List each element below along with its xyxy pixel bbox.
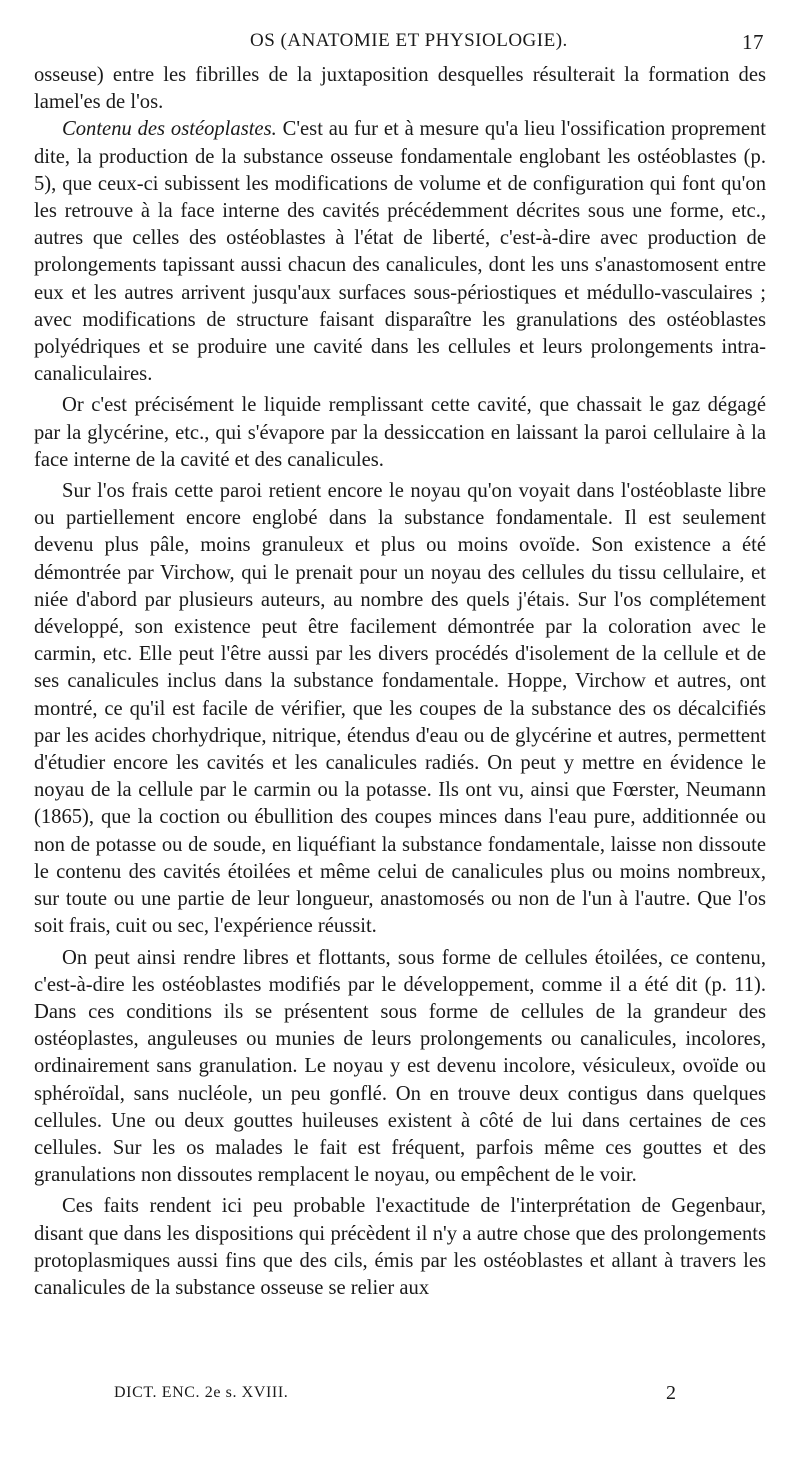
running-title: OS (ANATOMIE ET PHYSIOLOGIE). xyxy=(250,30,568,51)
body-text xyxy=(34,62,766,1302)
paragraph-continuation xyxy=(34,62,766,116)
paragraph-text: Or c'est précisément le liquide remplissant cette cavité, que chassait le gaz dégagé par la glycérine, etc., qui s'évapore par la dessiccation en laissant la paroi cellulaire à la face interne de la cavité et des canalicules. xyxy=(34,394,766,471)
section-subheading: Contenu des ostéoplastes. xyxy=(62,118,277,141)
page-footer xyxy=(34,1384,766,1412)
running-head xyxy=(34,30,766,58)
paragraph-cellules-etoilees xyxy=(34,945,766,1190)
paragraph-liquide xyxy=(34,392,766,474)
printer-signature: DICT. ENC. 2e s. XVIII. xyxy=(114,1384,289,1401)
paragraph-text: Sur l'os frais cette paroi retient encore le noyau qu'on voyait dans l'ostéoblaste libre ou partiellement encore englobé dans la substance fondamentale. Il est seulement devenu plus pâle, moins granuleux et plus ou moins ovoïde. Son existence a été démontrée par Virchow, qui le prenait pour un noyau des cellules du tissu cellulaire, et niée d'abord par plusieurs auteurs, au nombre des quels j'étais. Sur l'os complétement développé, son existence peut être facilement démontrée par la coloration avec le carmin, etc. Elle peut l'être aussi par les divers procédés d'isolement de la cellule et de ses canalicules inclus dans la substance fondamentale. Hoppe, Virchow et autres, ont montré, ce qu'il est facile de vérifier, que les coupes de la substance des os décalcifiés par les acides chorhydrique, nitrique, étendus d'eau ou de glycérine et autres, permettent d'étudier encore les cavités et les canalicules radiés. On peut y mettre en évidence le noyau de la cellule par le carmin ou la potasse. Ils ont vu, ainsi que Fœrster, Neumann (1865), que la coction ou ébullition des coupes minces dans l'eau pure, additionnée ou non de potasse ou de soude, en liquéfiant la substance fondamentale, laisse non dissoute le contenu des cavités étoilées et même celui de canalicules plus ou moins nombreux, sur toute ou une partie de leur longueur, anastomosés ou non de l'un à l'autre. Que l'os soit frais, cuit ou sec, l'expérience réussit. xyxy=(34,480,766,938)
paragraph-contenu xyxy=(34,116,766,388)
paragraph-text: Ces faits rendent ici peu probable l'exactitude de l'interprétation de Gegenbaur, disant que dans les dispositions qui précèdent il n'y a autre chose que des prolongements protoplasmiques aussi fins que des cils, émis par les ostéoblastes et allant à travers les canalicules de la substance osseuse se relier aux xyxy=(34,1195,766,1299)
paragraph-gegenbaur xyxy=(34,1193,766,1302)
paragraph-os-frais xyxy=(34,478,766,940)
signature-number: 2 xyxy=(666,1382,676,1404)
paragraph-text: C'est au fur et à mesure qu'a lieu l'ossification proprement dite, la production de la substance osseuse fondamentale englobant les ostéoblastes (p. 5), que ceux-ci subissent les modifications de volume et de configuration qui font qu'on les retrouve à la face interne des cavités précédemment décrites sous une forme, etc., autres que celles des ostéoblastes à l'état de liberté, c'est-à-dire avec production de prolongements tapissant aussi chacun des canalicules, dont les uns s'anastomosent entre eux et les autres arrivent jusqu'aux surfaces sous-périostiques et médullo-vasculaires ; avec modifications de structure faisant disparaître les granulations des ostéoblastes polyédriques et se produire une cavité dans les cellules et leurs prolongements intra-canaliculaires. xyxy=(34,118,767,386)
page-number: 17 xyxy=(742,30,764,54)
paragraph-text: osseuse) entre les fibrilles de la juxtaposition desquelles résulterait la formation des lamel'es de l'os. xyxy=(34,64,766,114)
paragraph-text: On peut ainsi rendre libres et flottants, sous forme de cellules étoilées, ce contenu, c'est-à-dire les ostéoblastes modifiés par le développement, comme il a été dit (p. 11). Dans ces conditions ils se présentent sous forme de cellules de la grandeur des ostéoplastes, anguleuses ou munies de leurs prolongements ou canalicules, incolores, ordinairement sans granulation. Le noyau y est devenu incolore, vésiculeux, ovoïde ou sphéroïdal, sans nucléole, un peu gonflé. On en trouve deux contigus dans quelques cellules. Une ou deux gouttes huileuses existent à côté de lui dans certaines de ces cellules. Sur les os malades le fait est fréquent, parfois même ces gouttes et des granulations non dissoutes remplacent le noyau, ou empêchent de le voir. xyxy=(34,946,766,1187)
